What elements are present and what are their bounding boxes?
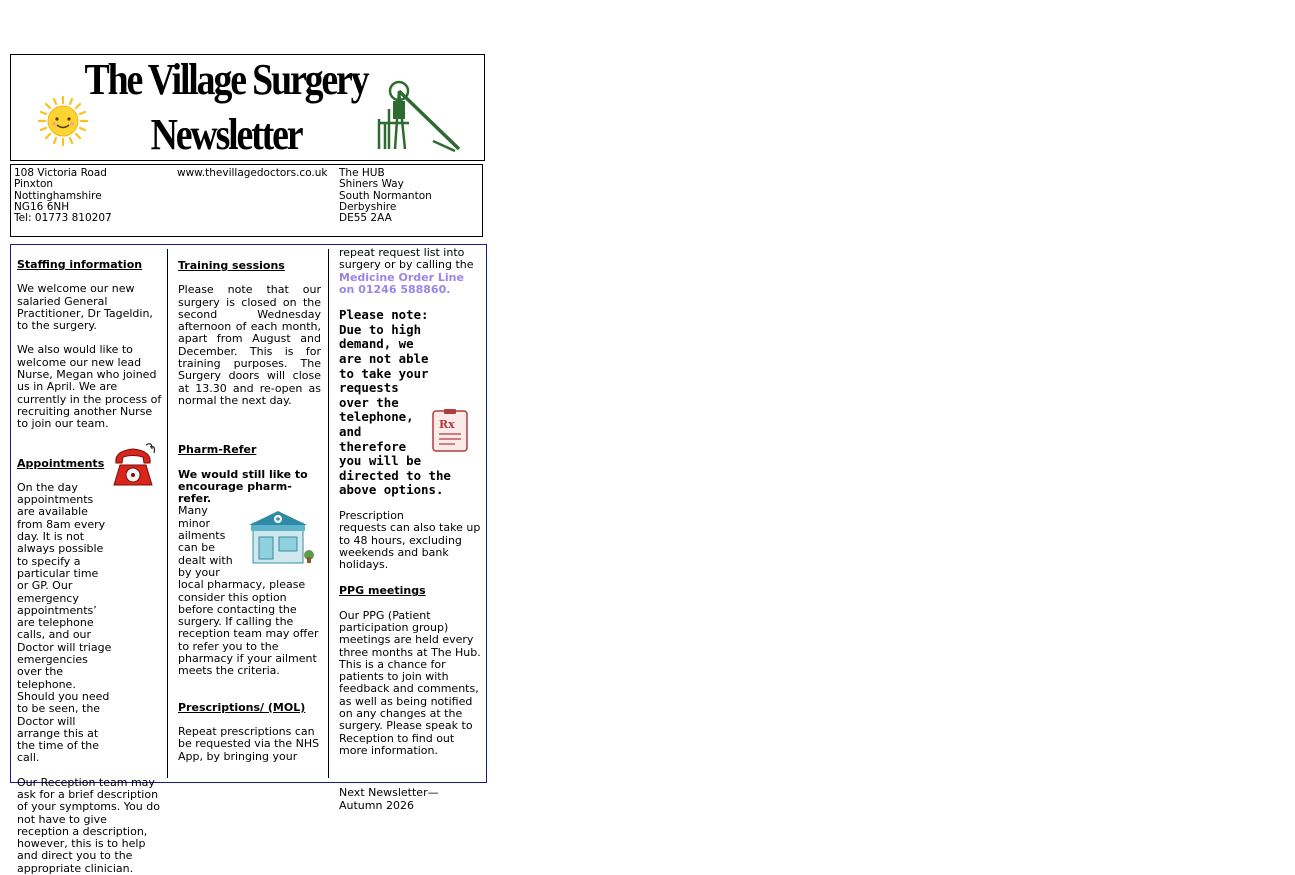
column-left [17,259,162,875]
address-line: Shiners Way [339,178,404,191]
telephone-icon [110,441,156,489]
telephone-notice [339,308,483,498]
prescription-turnaround [339,510,483,571]
newsletter-title-line1: The Village Surgery [84,55,368,104]
newsletter-content [10,244,487,875]
address-line: DE55 2AA [339,212,392,225]
pharm-refer-heading: Pharm-Refer [178,443,257,457]
appointments-para1-start [17,482,112,765]
svg-text:Rx: Rx [439,418,455,431]
appointments-para2: Our Reception team may ask for a brief description of your symptoms. You do not have to give reception a description, however, this is to help and direct you to the appropriate clinician. [17,775,160,875]
ppg-para: Our PPG (Patient participation group) meetings are held every three months at The Hub. This is a chance for patients to join with feedback and comments, as well as being notified on any changes at the surgery. Please speak to Reception to find out more information. [339,608,481,757]
newsletter-title-line2: Newsletter [150,110,302,159]
website-link[interactable]: www.thevillagedoctors.co.uk [177,167,328,179]
address-line: Pinxton [14,178,54,191]
column-right [339,247,483,812]
prescriptions-para-start: Repeat prescriptions can be requested via the NHS App, by bringing your [178,724,320,763]
address-line: The HUB [339,167,385,179]
next-newsletter: Next Newsletter— Autumn 2026 [339,786,439,812]
pharm-refer-intro: We would still like to encourage pharm-refer. [178,467,308,506]
address-bar [10,164,483,237]
newsletter-header [10,54,485,161]
appointments-para1: On the day appointments are available from 8am every day. It is not always possible to specify a particular time or GP. Our emergency appointments’ are telephone calls, and our Doctor will triage emergencies over the telephone. Should you need to be seen, the Doctor will arrange this at the time of the call. [17,480,112,765]
prescription-pad-icon [430,408,472,454]
phone-number: Tel: 01773 810207 [14,212,112,225]
address-line: Derbyshire [339,200,397,213]
telephone-notice-text: Please note: Due to high demand, we are not able to take your requests over the telephone, and therefore you will be directed to the above options. [339,307,451,498]
pinxton-address [14,168,112,224]
medicine-order-line: Medicine Order Line on 01246 588860. [339,270,464,296]
ppg-heading: PPG meetings [339,584,426,598]
address-line: South Normanton [339,189,432,202]
staffing-para1: We welcome our new salaried General Practitioner, Dr Tageldin, to the surgery. [17,282,153,333]
pit-head-logo-icon [375,79,465,153]
staffing-heading: Staffing information [17,258,143,271]
pharm-refer-text: Many minor ailments can be dealt with by your local pharmacy, please consider this option before contacting the surgery. If calling the reception team may offer to refer you to the pharmacy if your ailment meets the criteria. [178,504,319,678]
prescriptions-para-cont: repeat request list into surgery or by calling the [339,246,474,272]
appointments-heading: Appointments [17,456,105,470]
training-para: Please note that our surgery is closed on the second Wednesday afternoon of each month, apart from August and December. This is for training purposes. The Surgery doors will close at 13.30 and re-open as normal the next day. [178,283,321,407]
column-divider [328,249,329,778]
rx-icon-spacer-2 [429,510,483,522]
staffing-para2: We also would like to welcome our new lead Nurse, Megan who joined us in April. We are currently in the process of recruiting another Nurse to join our team. [17,343,162,431]
address-line: 108 Victoria Road [14,167,107,179]
sun-icon [37,95,89,147]
address-line: NG16 6NH [14,200,70,213]
address-line: Nottinghamshire [14,189,102,202]
training-heading: Training sessions [178,259,285,272]
pharmacy-icon [247,509,315,565]
column-divider [167,249,168,778]
prescriptions-heading: Prescriptions/ (MOL) [178,700,306,714]
turnaround-text: Prescription requests can also take up to 48 hours, excluding weekends and bank holidays. [339,508,481,572]
hub-address [339,168,432,224]
